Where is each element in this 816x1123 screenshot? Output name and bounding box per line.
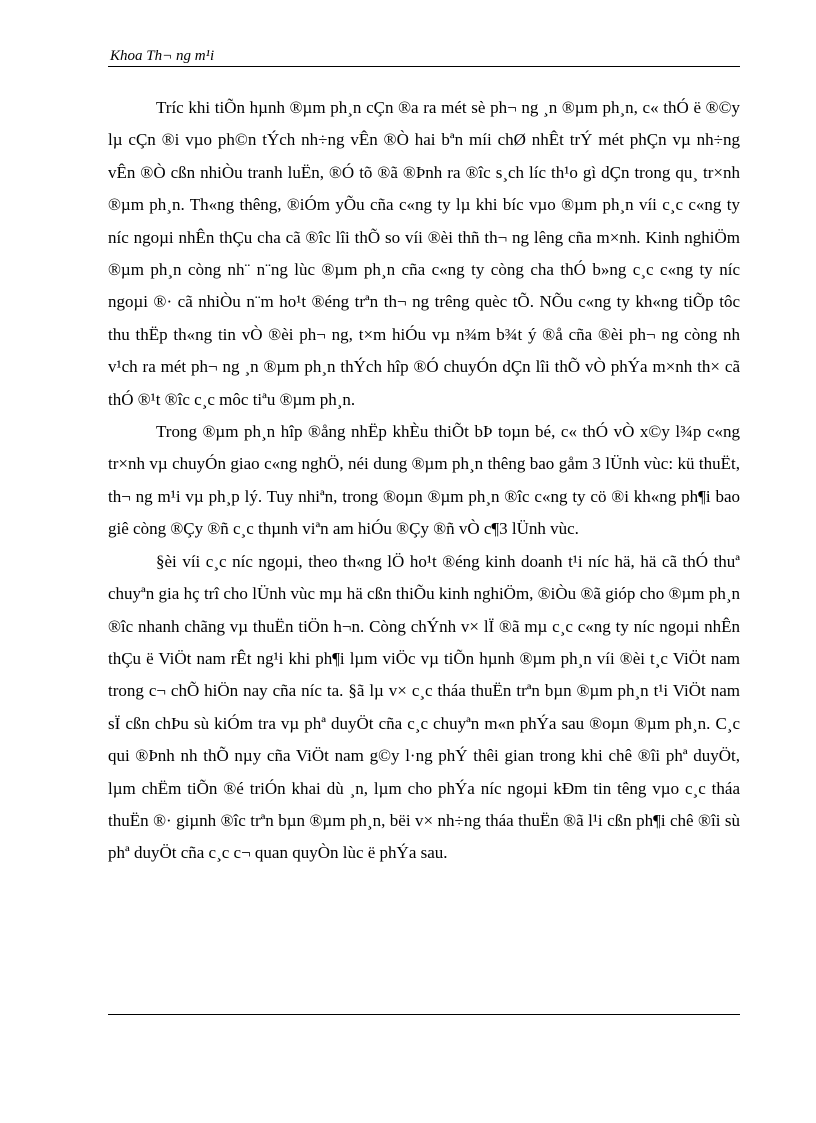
document-body (108, 92, 740, 870)
header-text: Khoa Th¬ ng m¹i (110, 48, 215, 64)
paragraph-1: Tríc khi tiÕn hµnh ®µm ph¸n cÇn ®a ra mét sè ph¬ ng ¸n ®µm ph¸n, c« thÓ ë ®©y lµ cÇn ®i vµo ph©n tÝch nh÷ng vÊn ®Ò hai bªn míi chØ nhÊt trÝ mét phÇn vµ nh÷ng vÊn ®Ò cßn nhiÒu tranh luËn, ®Ó tõ ®ã ®Þnh ra ®îc s¸ch líc th¹o gì dÇn trong qu¸ tr×nh ®µm ph¸n. Th«ng thêng, ®iÓm yÕu cña c«ng ty lµ khi bíc vµo ®µm ph¸n víi c¸c c«ng ty níc ngoµi nhÊn thÇu cha cã ®îc lîi thÕ so víi ®èi thñ th¬ ng lêng cña m×nh. Kinh nghiÖm ®µm ph¸n còng nh¨ n¨ng lùc ®µm ph¸n cña c«ng ty còng cha thÓ b»ng c¸c c«ng ty níc ngoµi ®· cã nhiÒu n¨m ho¹t ®éng trªn th¬ ng trêng quèc tÕ. NÕu c«ng ty kh«ng tiÕp tôc thu thËp th«ng tin vÒ ®èi ph¬ ng, t×m hiÓu vµ n¾m b¾t ý ®å cña ®èi ph¬ ng còng nh v¹ch ra mét ph¬ ng ¸n ®µm ph¸n thÝch hîp ®Ó chuyÓn dÇn lîi thÕ vÒ phÝa m×nh th× cã thÓ ®¹t ®îc c¸c môc tiªu ®µm ph¸n. (108, 98, 740, 409)
page-header (108, 46, 740, 66)
paragraph-2: Trong ®µm ph¸n hîp ®ång nhËp khÈu thiÕt bÞ toµn bé, c« thÓ vÒ x©y l¾p c«ng tr×nh vµ chuyÓn giao c«ng nghÖ, néi dung ®µm ph¸n thêng bao gåm 3 lÜnh vùc: kü thuËt, th¬ ng m¹i vµ ph¸p lý. Tuy nhiªn, trong ®oµn ®µm ph¸n ®îc c«ng ty cö ®i kh«ng ph¶i bao giê còng ®Çy ®ñ c¸c thµnh viªn am hiÓu ®Çy ®ñ vÒ c¶3 lÜnh vùc. (108, 422, 740, 539)
paragraph-3: §èi víi c¸c níc ngoµi, theo th«ng lÖ ho¹t ®éng kinh doanh t¹i níc hä, hä cã thÓ thuª chuyªn gia hç trî cho lÜnh vùc mµ hä cßn thiÕu kinh nghiÖm, ®iÒu ®ã gióp cho ®µm ph¸n ®îc nhanh chãng vµ thuËn tiÖn h¬n. Còng chÝnh v× lÏ ®ã mµ c¸c c«ng ty níc ngoµi nhÊn thÇu ë ViÖt nam rÊt ng¹i khi ph¶i lµm viÖc vµ tiÕn hµnh ®µm ph¸n víi ®èi t¸c ViÖt nam trong c¬ chÕ hiÖn nay cña níc ta. §ã lµ v× c¸c tháa thuËn trªn bµn ®µm ph¸n t¹i ViÖt nam sÏ cßn chÞu sù kiÓm tra vµ phª duyÖt cña c¸c chuyªn m«n phÝa sau ®oµn ®µm ph¸n. C¸c qui ®Þnh nh thÕ nµy cña ViÖt nam g©y l·ng phÝ thêi gian trong khi chê ®îi phª duyÖt, lµm chËm tiÕn ®é triÓn khai dù ¸n, lµm cho phÝa níc ngoµi kÐm tin têng vµo c¸c tháa thuËn ®· giµnh ®îc trªn bµn ®µm ph¸n, bëi v× nh÷ng tháa thuËn ®ã l¹i cßn ph¶i chê ®îi sù phª duyÖt cña c¸c c¬ quan quyÒn lùc ë phÝa sau. (108, 551, 740, 863)
header-divider (108, 66, 740, 67)
footer-divider (108, 1014, 740, 1015)
